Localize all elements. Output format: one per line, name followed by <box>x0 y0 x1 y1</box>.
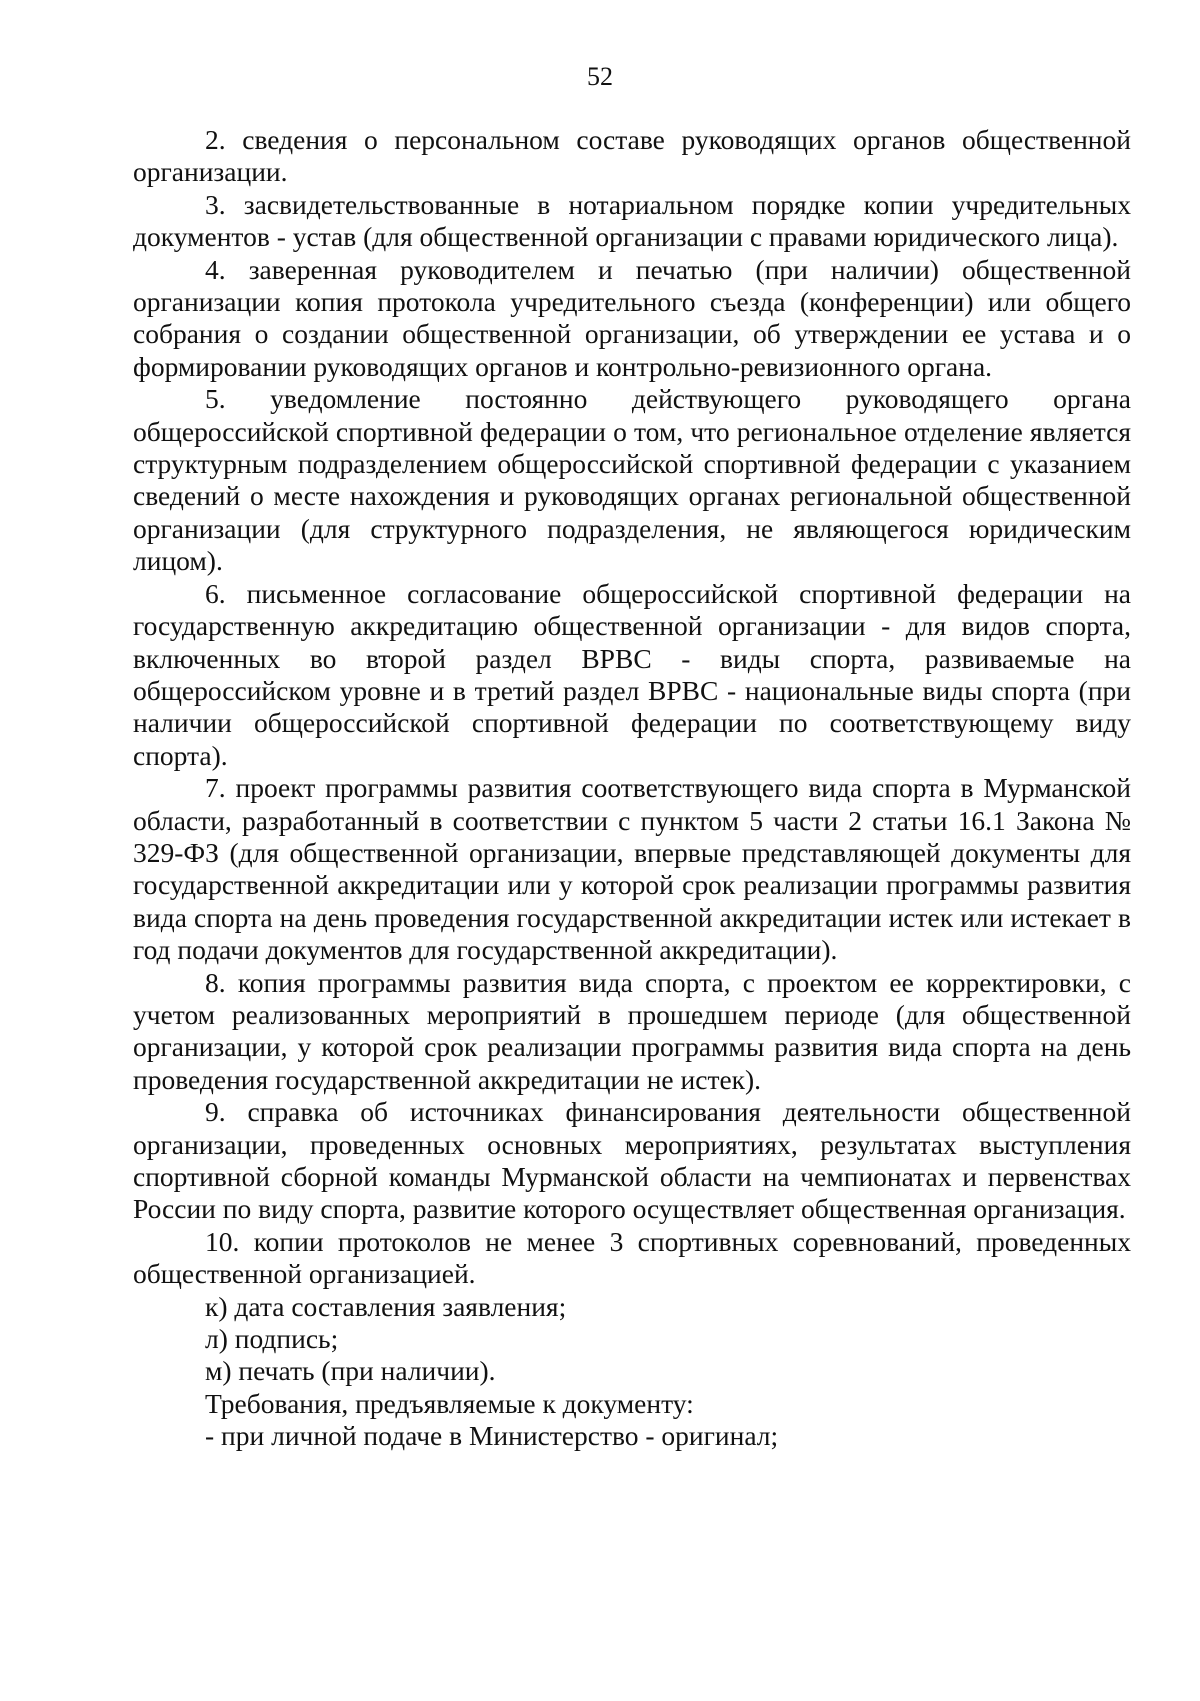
paragraph-item-4: 4. заверенная руководителем и печатью (при наличии) общественной организации копия протокола учредительного съезда (конференции) или общего собрания о создании общественной организации, об утверждении ее устава и о формировании руководящих органов и контрольно-ревизионного органа. <box>133 253 1131 382</box>
paragraph-item-9: 9. справка об источниках финансирования деятельности общественной организации, проведенных основных мероприятиях, результатах выступления спортивной сборной команды Мурманской области на чемпионатах и первенствах России по виду спорта, развитие которого осуществляет общественная организация. <box>133 1096 1131 1225</box>
requirements-heading: Требования, предъявляемые к документу: <box>205 1387 694 1419</box>
page-number: 52 <box>587 62 613 91</box>
list-item-signature: л) подпись; <box>205 1323 339 1355</box>
requirement-original: - при личной подаче в Министерство - оригинал; <box>205 1420 779 1452</box>
paragraph-item-5: 5. уведомление постоянно действующего руководящего органа общероссийской спортивной федерации о том, что региональное отделение является структурным подразделением общероссийской спортивной федерации с указанием сведений о месте нахождения и руководящих органах региональной общественной организации (для структурного подразделения, не являющегося юридическим лицом). <box>133 383 1131 577</box>
list-item-date: к) дата составления заявления; <box>205 1290 567 1322</box>
paragraph-item-6: 6. письменное согласование общероссийской спортивной федерации на государственную аккредитацию общественной организации - для видов спорта, включенных во второй раздел ВРВС - виды спорта, развиваемые на общероссийском уровне и в третий раздел ВРВС - национальные виды спорта (при наличии общероссийской спортивной федерации по соответствующему виду спорта). <box>133 577 1131 771</box>
paragraph-item-10: 10. копии протоколов не менее 3 спортивных соревнований, проведенных общественной организацией. <box>133 1225 1131 1290</box>
paragraph-item-7: 7. проект программы развития соответствующего вида спорта в Мурманской области, разработанный в соответствии с пунктом 5 части 2 статьи 16.1 Закона № 329-ФЗ (для общественной организации, впервые представляющей документы для государственной аккредитации или у которой срок реализации программы развития вида спорта на день проведения государственной аккредитации истек или истекает в год подачи документов для государственной аккредитации). <box>133 772 1131 966</box>
paragraph-item-2: 2. сведения о персональном составе руководящих органов общественной организации. <box>133 124 1131 188</box>
paragraph-item-8: 8. копия программы развития вида спорта, с проектом ее корректировки, с учетом реализованных мероприятий в прошедшем периоде (для общественной организации, у которой срок реализации программы развития вида спорта на день проведения государственной аккредитации не истек). <box>133 966 1131 1095</box>
document-body <box>133 124 1131 1453</box>
paragraph-item-3: 3. засвидетельствованные в нотариальном порядке копии учредительных документов - устав (для общественной организации с правами юридического лица). <box>133 188 1131 253</box>
list-item-stamp: м) печать (при наличии). <box>205 1355 496 1387</box>
